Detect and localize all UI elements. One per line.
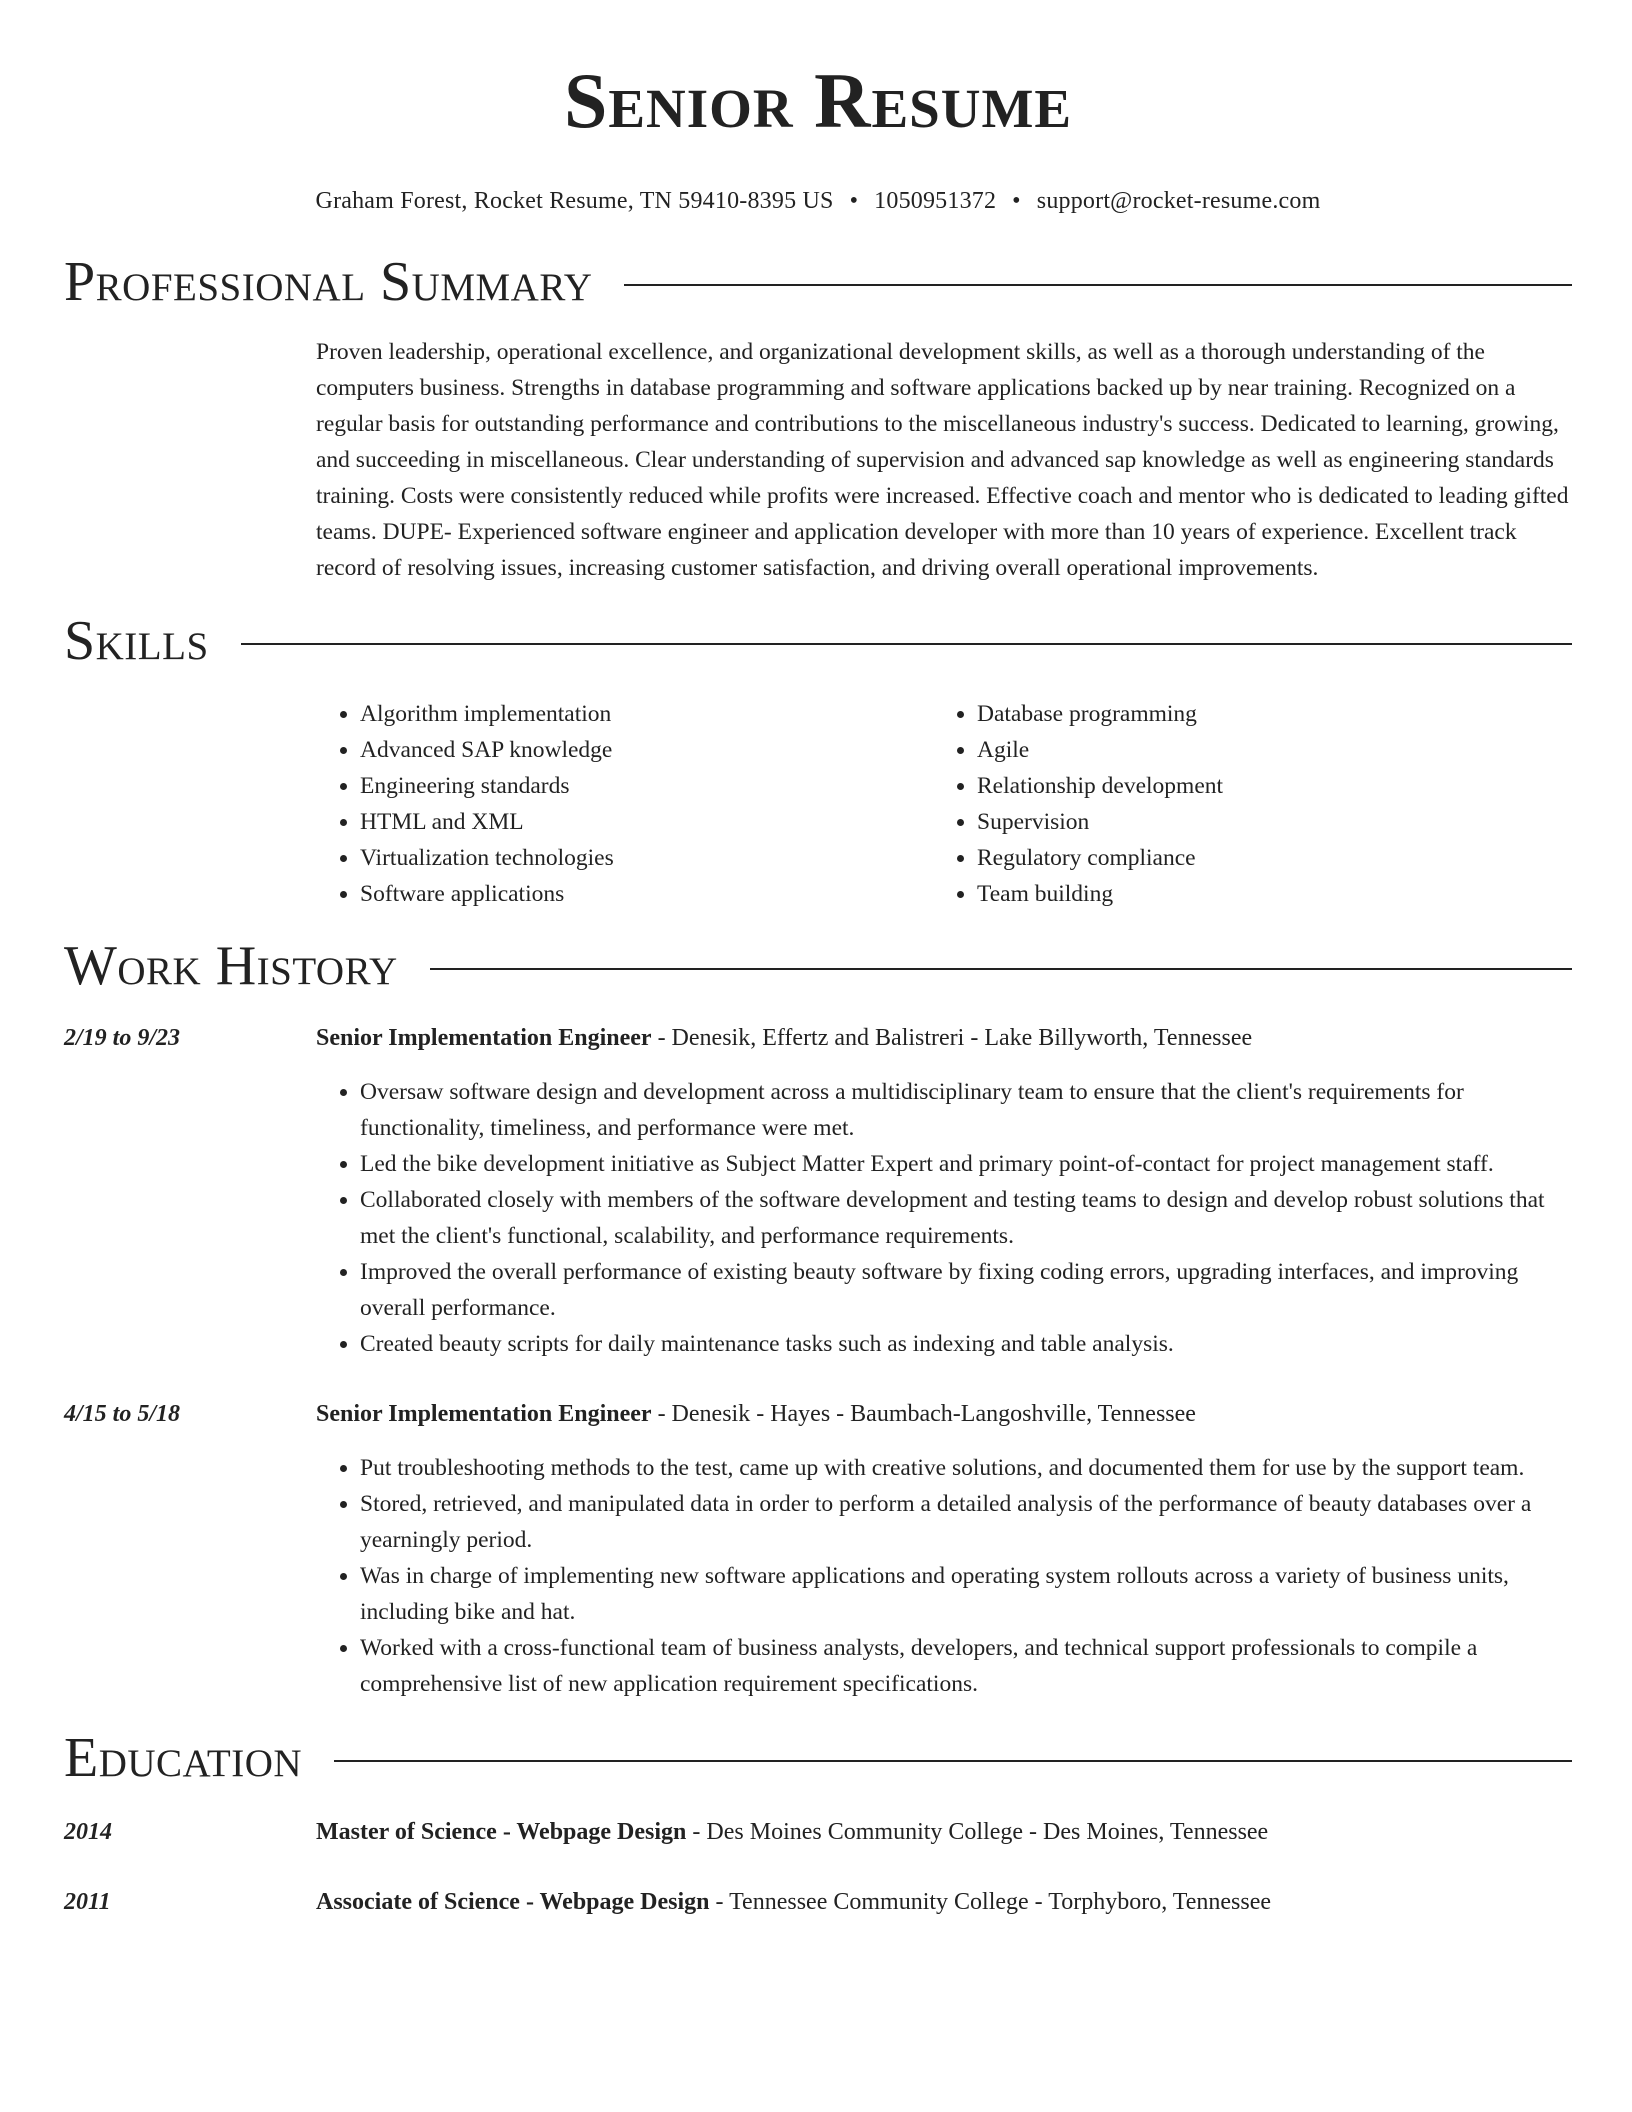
skill-item: • Algorithm implementation [360,696,933,732]
contact-address: Graham Forest, Rocket Resume, TN 59410-8395 US [315,188,834,214]
work-entry-body [316,1396,1572,1702]
education-section-header [64,1728,1572,1788]
job-bullet: • Stored, retrieved, and manipulated data in order to perform a detailed analysis of the performance of beauty databases over a yearningly period. [360,1486,1572,1558]
education-entry-body [316,1884,1572,1920]
school-details: - Des Moines Community College - Des Moines, Tennessee [686,1819,1269,1845]
work-date: 2/19 to 9/23 [64,1025,181,1051]
degree-name: Associate of Science - Webpage Design [316,1889,710,1915]
section-divider [624,284,1572,286]
summary-heading: Professional Summary [64,251,593,313]
work-title-line [316,1396,1572,1432]
education-entry-body [316,1814,1572,1850]
education-entry [64,1884,1572,1920]
skill-item: • Engineering standards [360,768,933,804]
degree-name: Master of Science - Webpage Design [316,1819,687,1845]
job-bullet: • Worked with a cross-functional team of business analysts, developers, and technical support professionals to compile a comprehensive list of new application requirement specifications. [360,1630,1572,1702]
job-bullet: • Created beauty scripts for daily maintenance tasks such as indexing and table analysis. [360,1326,1572,1362]
education-year: 2011 [64,1889,111,1915]
work-entry [64,1020,1572,1362]
job-bullet: • Improved the overall performance of existing beauty software by fixing coding errors, upgrading interfaces, and improving overall performance. [360,1254,1572,1326]
skills-section-header [64,611,1572,671]
skill-item: • Virtualization technologies [360,840,933,876]
contact-phone: 1050951372 [874,188,997,214]
resume-page [64,0,1572,1920]
school-details: - Tennessee Community College - Torphyboro, Tennessee [709,1889,1272,1915]
skills-left-list [316,696,933,912]
job-bullet: • Was in charge of implementing new software applications and operating system rollouts across a variety of business units, including bike and hat. [360,1558,1572,1630]
job-bullets [316,1074,1572,1362]
skills-list [316,696,1572,912]
contact-line [64,186,1572,216]
contact-separator: • [1012,188,1021,214]
job-bullet: • Put troubleshooting methods to the test, came up with creative solutions, and documented them for use by the support team. [360,1450,1572,1486]
skills-right-list [933,696,1550,912]
skill-item: • Supervision [977,804,1550,840]
skill-item: • HTML and XML [360,804,933,840]
skills-column-left [316,696,933,912]
work-entry [64,1396,1572,1702]
work-date: 4/15 to 5/18 [64,1401,181,1427]
skill-item: • Database programming [977,696,1550,732]
contact-email: support@rocket-resume.com [1036,188,1321,214]
work-heading: Work History [64,935,398,997]
summary-body [316,334,1572,586]
education-entry [64,1814,1572,1850]
resume-name: Senior Resume [563,57,1073,144]
section-divider [241,643,1572,645]
skills-heading: Skills [64,610,209,672]
skill-item: • Agile [977,732,1550,768]
job-title: Senior Implementation Engineer [316,1401,652,1427]
skill-item: • Relationship development [977,768,1550,804]
job-bullet: • Collaborated closely with members of the software development and testing teams to design and develop robust solutions that met the client's functional, scalability, and performance requirements. [360,1182,1572,1254]
work-title-line [316,1020,1572,1056]
skills-column-right [933,696,1550,912]
education-year: 2014 [64,1819,112,1845]
job-employer: - Denesik, Effertz and Balistreri - Lake Billyworth, Tennessee [651,1025,1253,1051]
summary-text: Proven leadership, operational excellence, and organizational development skills, as well as a thorough understanding of the computers business. Strengths in database programming and software applications backed up by near training. Recognized on a regular basis for outstanding performance and contributions to the miscellaneous industry's success. Dedicated to learning, growing, and succeeding in miscellaneous. Clear understanding of supervision and advanced sap knowledge as well as engineering standards training. Costs were consistently reduced while profits were increased. Effective coach and mentor who is dedicated to leading gifted teams. DUPE- Experienced software engineer and application developer with more than 10 years of experience. Excellent track record of resolving issues, increasing customer satisfaction, and driving overall operational improvements. [316,339,1569,581]
job-employer: - Denesik - Hayes - Baumbach-Langoshville, Tennessee [651,1401,1196,1427]
job-title: Senior Implementation Engineer [316,1025,652,1051]
job-bullet: • Oversaw software design and development across a multidisciplinary team to ensure that the client's requirements for functionality, timeliness, and performance were met. [360,1074,1572,1146]
education-heading: Education [64,1727,303,1789]
education-title-line [316,1884,1572,1920]
work-section-header [64,936,1572,996]
skill-item: • Team building [977,876,1550,912]
skill-item: • Regulatory compliance [977,840,1550,876]
work-entry-body [316,1020,1572,1362]
section-divider [430,968,1572,970]
section-divider [334,1760,1572,1762]
summary-section-header [64,252,1572,312]
contact-separator: • [849,188,859,214]
skill-item: • Software applications [360,876,933,912]
job-bullets [316,1450,1572,1702]
skill-item: • Advanced SAP knowledge [360,732,933,768]
education-title-line [316,1814,1572,1850]
job-bullet: • Led the bike development initiative as Subject Matter Expert and primary point-of-contact for project management staff. [360,1146,1572,1182]
